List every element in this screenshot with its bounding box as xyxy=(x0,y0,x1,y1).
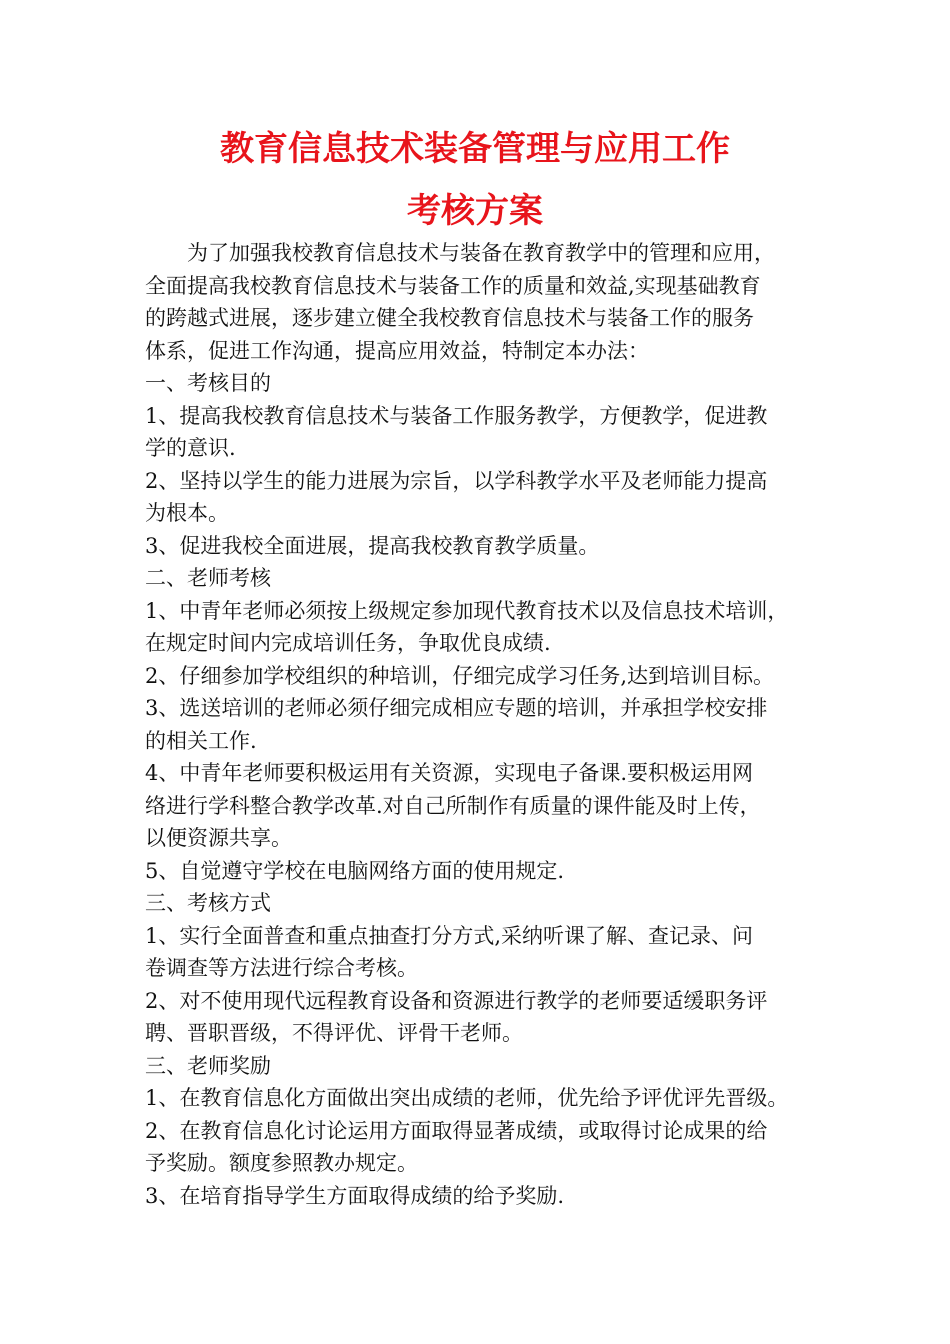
section-heading: 三、老师奖励 xyxy=(145,1053,271,1078)
list-item-line: 1、提高我校教育信息技术与装备工作服务教学，方便教学，促进教 xyxy=(145,403,768,428)
list-item-line: 以便资源共享。 xyxy=(145,826,292,850)
section-heading: 一、考核目的 xyxy=(145,371,271,395)
list-item-line: 2、在教育信息化讨论运用方面取得显著成绩，或取得讨论成果的给 xyxy=(145,1118,768,1143)
list-item-line: 1、在教育信息化方面做出突出成绩的老师，优先给予评优评先晋级。 xyxy=(145,1086,789,1110)
intro-paragraph-line: 全面提高我校教育信息技术与装备工作的质量和效益,实现基础教育 xyxy=(145,273,761,298)
list-item-line: 卷调查等方法进行综合考核。 xyxy=(145,956,418,980)
intro-paragraph-line: 为了加强我校教育信息技术与装备在教育教学中的管理和应用， xyxy=(187,241,775,265)
list-item-line: 2、仔细参加学校组织的种培训，仔细完成学习任务,达到培训目标。 xyxy=(145,663,775,688)
list-item-line: 3、促进我校全面进展，提高我校教育教学质量。 xyxy=(145,533,600,558)
list-item-line: 2、坚持以学生的能力进展为宗旨，以学科教学水平及老师能力提高 xyxy=(145,468,768,493)
section-heading: 三、考核方式 xyxy=(145,891,271,915)
list-item-line: 络进行学科整合教学改革.对自己所制作有质量的课件能及时上传， xyxy=(145,793,761,818)
list-item-line: 的相关工作. xyxy=(145,728,257,753)
list-item-line: 予奖励。额度参照教办规定。 xyxy=(145,1151,418,1175)
list-item-line: 4、中青年老师要积极运用有关资源，实现电子备课.要积极运用网 xyxy=(145,761,754,785)
list-item-line: 1、实行全面普查和重点抽查打分方式,采纳听课了解、查记录、问 xyxy=(145,923,754,948)
document-body xyxy=(145,237,813,1212)
document-title-line2: 考核方案 xyxy=(407,191,543,231)
intro-paragraph-line: 的跨越式进展，逐步建立健全我校教育信息技术与装备工作的服务 xyxy=(145,306,754,330)
list-item-line: 1、中青年老师必须按上级规定参加现代教育技术以及信息技术培训， xyxy=(145,598,789,623)
list-item-line: 3、在培育指导学生方面取得成绩的给予奖励. xyxy=(145,1183,565,1208)
list-item-line: 聘、晋职晋级，不得评优、评骨干老师。 xyxy=(145,1021,523,1045)
intro-paragraph-line: 体系，促进工作沟通，提高应用效益，特制定本办法： xyxy=(145,338,649,363)
list-item-line: 5、自觉遵守学校在电脑网络方面的使用规定. xyxy=(145,858,565,883)
list-item-line: 2、对不使用现代远程教育设备和资源进行教学的老师要适缓职务评 xyxy=(145,988,768,1013)
list-item-line: 3、选送培训的老师必须仔细完成相应专题的培训，并承担学校安排 xyxy=(145,696,768,720)
document-title-line1: 教育信息技术装备管理与应用工作 xyxy=(220,129,730,169)
list-item-line: 学的意识. xyxy=(145,436,236,460)
list-item-line: 在规定时间内完成培训任务，争取优良成绩. xyxy=(145,631,551,655)
list-item-line: 为根本。 xyxy=(145,501,229,525)
section-heading: 二、老师考核 xyxy=(145,566,271,590)
